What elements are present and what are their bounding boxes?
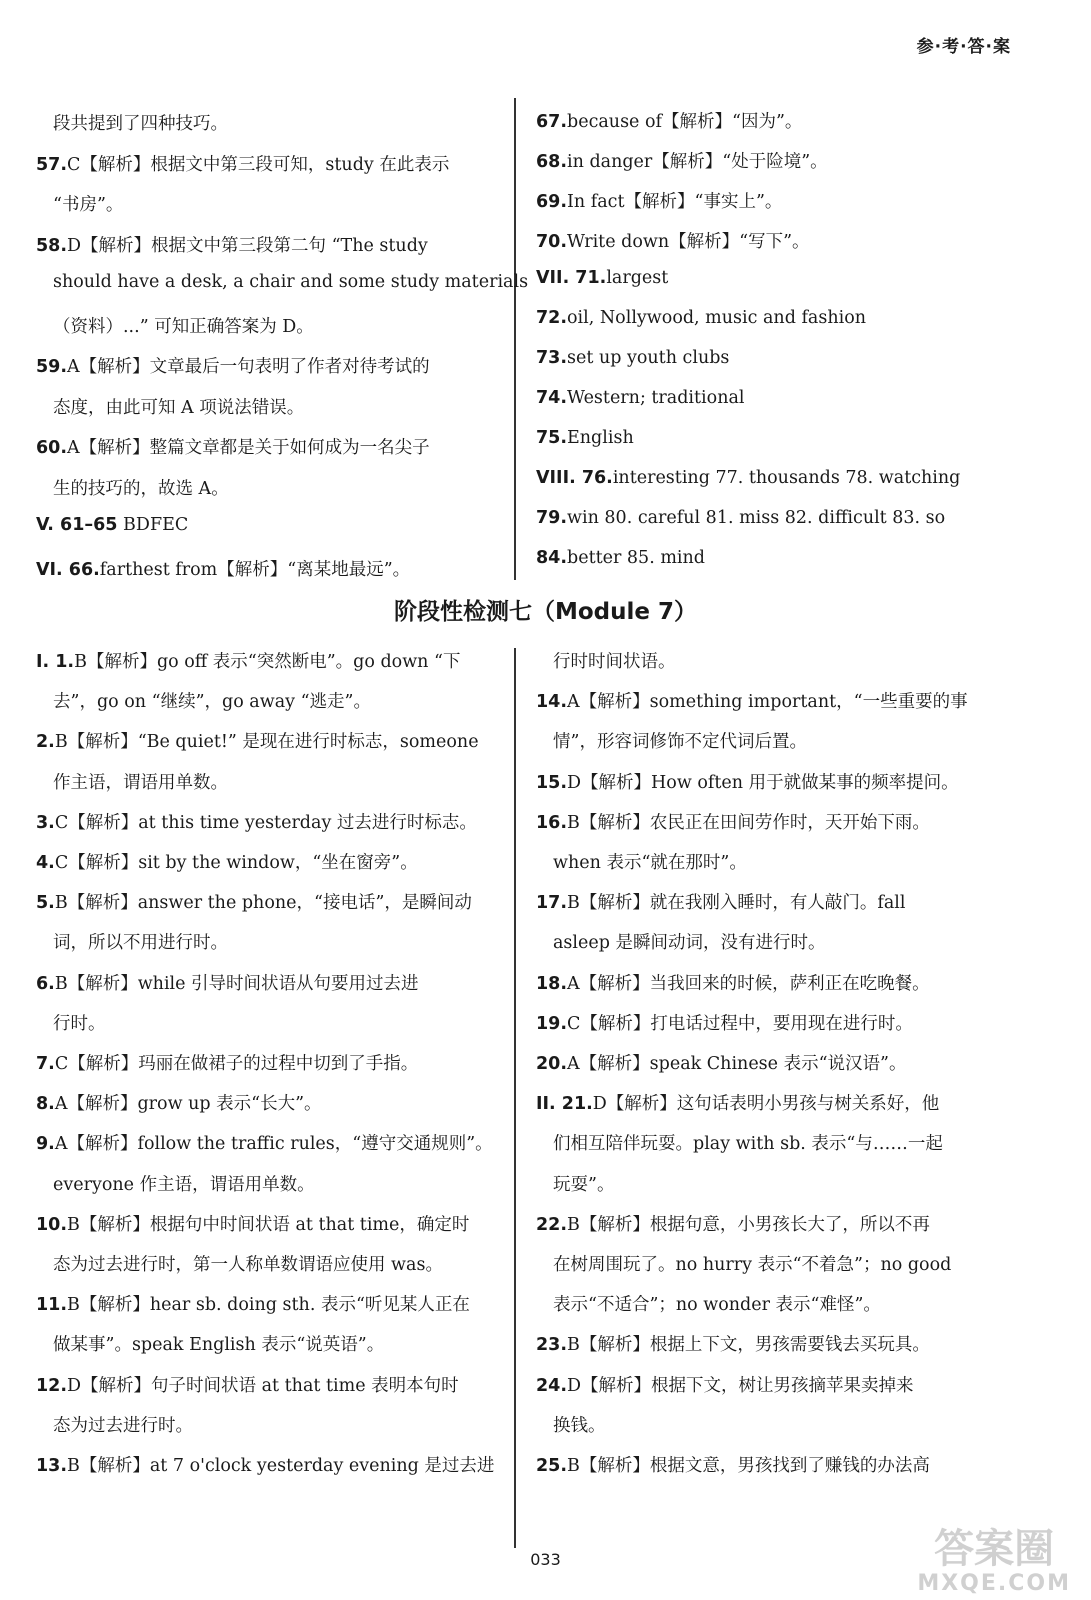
answer-line xyxy=(36,648,460,673)
answer-line xyxy=(36,1211,469,1236)
answer-number: 57. xyxy=(36,154,68,175)
watermark-text: 答案圈 xyxy=(934,1526,1055,1572)
answer-text: 词，所以不用进行时。 xyxy=(53,933,228,954)
answer-text: （资料）...” 可知正确答案为 D。 xyxy=(53,316,314,337)
answer-text: D【解析】How often 用于就做某事的频率提问。 xyxy=(567,772,959,793)
answer-line xyxy=(536,228,810,253)
answer-text: because of【解析】“因为”。 xyxy=(567,112,803,132)
answer-text: D【解析】根据下文，树让男孩摘苹果卖掉来 xyxy=(567,1375,914,1396)
answer-text: win 80. careful 81. miss 82. difficult 83. so xyxy=(567,508,946,528)
answer-text: 表示“不适合”；no wonder 表示“难怪”。 xyxy=(553,1295,881,1316)
answer-line xyxy=(536,548,705,568)
answer-text: 态度，由此可知 A 项说法错误。 xyxy=(53,397,305,418)
answer-text: 玩耍”。 xyxy=(553,1174,615,1195)
answer-text: Western; traditional xyxy=(567,388,745,408)
answer-line xyxy=(536,388,745,408)
answer-text: C【解析】at this time yesterday 过去进行时标志。 xyxy=(54,812,477,833)
answer-number: 73. xyxy=(536,348,568,368)
answer-number: 14. xyxy=(536,692,568,713)
answer-text: 行时。 xyxy=(53,1013,106,1034)
answer-line xyxy=(53,1412,193,1437)
answer-line xyxy=(36,151,449,176)
answer-line xyxy=(36,1372,459,1397)
answer-text: 作主语，谓语用单数。 xyxy=(53,772,228,793)
answer-text: 行时时间状语。 xyxy=(553,652,676,672)
answer-text: 态为过去进行时，第一人称单数谓语应使用 was。 xyxy=(53,1255,443,1275)
answer-number: 19. xyxy=(536,1013,568,1034)
answer-line xyxy=(536,348,729,368)
answer-line xyxy=(553,648,676,673)
answer-text: Write down【解析】“写下”。 xyxy=(567,232,810,252)
answer-line xyxy=(53,272,528,292)
answer-line xyxy=(36,1090,322,1115)
answer-line xyxy=(536,468,960,488)
answer-line xyxy=(553,1171,614,1196)
answer-line xyxy=(553,1251,951,1276)
answer-text: when 表示“就在那时”。 xyxy=(553,853,747,873)
answer-number: VI. 66. xyxy=(36,559,100,580)
answer-line xyxy=(53,769,228,794)
answer-text: English xyxy=(567,428,634,448)
answer-text: B【解析】根据句意，小男孩长大了，所以不再 xyxy=(567,1214,930,1235)
answer-text: 生的技巧的，故选 A。 xyxy=(53,478,229,499)
answer-text: largest xyxy=(606,268,669,288)
answer-line xyxy=(36,556,410,581)
answer-line xyxy=(536,688,968,713)
answer-line xyxy=(53,1251,443,1276)
answer-number: VIII. 76. xyxy=(536,468,613,488)
answer-line xyxy=(536,1331,930,1356)
answer-number: 79. xyxy=(536,508,568,528)
answer-text: B【解析】“Be quiet!” 是现在进行时标志，someone xyxy=(54,732,479,753)
answer-line xyxy=(553,1412,606,1437)
answer-line xyxy=(536,769,959,794)
answer-line xyxy=(536,1372,914,1397)
answer-line xyxy=(536,970,930,995)
answer-line xyxy=(36,970,419,995)
answer-number: 22. xyxy=(536,1214,568,1235)
answer-text: 去”，go on “继续”，go away “逃走”。 xyxy=(53,692,371,713)
answer-line xyxy=(36,1050,418,1075)
answer-number: 15. xyxy=(536,772,568,793)
answer-text: B【解析】while 引导时间状语从句要用过去进 xyxy=(54,973,419,994)
answer-number: 25. xyxy=(536,1456,568,1476)
answer-text: B【解析】根据文意，男孩找到了赚钱的办法高 xyxy=(567,1456,930,1476)
answer-line xyxy=(536,148,828,173)
answer-number: VII. 71. xyxy=(536,268,607,288)
answer-number: 59. xyxy=(36,357,68,377)
answer-text: asleep 是瞬间动词，没有进行时。 xyxy=(553,933,826,954)
section-title: 阶段性检测七（Module 7） xyxy=(393,599,698,625)
answer-number: 7. xyxy=(36,1054,55,1074)
answer-number: 6. xyxy=(36,973,55,994)
answer-text: A【解析】整篇文章都是关于如何成为一名尖子 xyxy=(67,438,430,458)
answer-line xyxy=(536,508,945,528)
answer-line xyxy=(36,434,430,459)
answer-number: 11. xyxy=(36,1295,68,1316)
answer-number: 5. xyxy=(36,893,55,914)
answer-text: 态为过去进行时。 xyxy=(53,1415,193,1436)
answer-text: D【解析】根据文中第三段第二句 “The study xyxy=(67,235,428,256)
answer-text: A【解析】当我回来的时候，萨利正在吃晚餐。 xyxy=(567,973,930,994)
answer-text: A【解析】something important，“一些重要的事 xyxy=(567,692,968,713)
answer-line xyxy=(53,313,314,338)
answer-line xyxy=(553,849,747,874)
answer-line xyxy=(536,428,634,448)
answer-number: 13. xyxy=(36,1456,68,1476)
answer-line xyxy=(53,1171,315,1196)
answer-line xyxy=(536,268,668,288)
answer-line xyxy=(53,929,228,954)
answer-number: 3. xyxy=(36,812,55,833)
answer-line xyxy=(53,191,123,216)
answer-text: 情”，形容词修饰不定代词后置。 xyxy=(553,732,807,753)
answer-line xyxy=(36,889,472,914)
answer-number: 68. xyxy=(536,152,568,172)
answer-line xyxy=(553,1130,943,1155)
answer-line xyxy=(36,728,479,753)
answer-line xyxy=(553,1291,881,1316)
answer-line xyxy=(536,1050,906,1075)
answer-number: 10. xyxy=(36,1214,68,1235)
answer-number: II. 21. xyxy=(536,1094,593,1115)
answer-line xyxy=(536,889,905,914)
answer-line xyxy=(53,394,304,419)
answer-text: B【解析】根据句中时间状语 at that time，确定时 xyxy=(67,1214,470,1235)
answer-text: should have a desk, a chair and some study materials xyxy=(53,272,529,292)
answer-line xyxy=(53,475,229,500)
answer-text: 换钱。 xyxy=(553,1415,606,1436)
answer-line xyxy=(536,1010,913,1035)
answer-number: 67. xyxy=(536,112,568,132)
answer-text: B【解析】go off 表示“突然断电”。go down “下 xyxy=(74,652,461,672)
answer-text: interesting 77. thousands 78. watching xyxy=(612,468,961,488)
answer-line xyxy=(53,688,371,713)
answer-number: 17. xyxy=(536,893,568,914)
answer-number: 12. xyxy=(36,1375,68,1396)
answer-number: 4. xyxy=(36,853,55,873)
answer-number: 69. xyxy=(536,192,568,212)
answer-text: in danger【解析】“处于险境”。 xyxy=(567,152,828,172)
page-number: 033 xyxy=(530,1550,561,1569)
answer-text: B【解析】就在我刚入睡时，有人敲门。fall xyxy=(567,893,906,914)
answer-line xyxy=(36,849,418,874)
answer-text: oil, Nollywood, music and fashion xyxy=(567,308,867,328)
answer-number: V. 61–65 xyxy=(36,515,118,535)
answer-text: 做某事”。speak English 表示“说英语”。 xyxy=(53,1335,385,1356)
answer-text: “书房”。 xyxy=(53,195,124,215)
answer-text: B【解析】answer the phone，“接电话”，是瞬间动 xyxy=(54,893,472,914)
answer-number: 70. xyxy=(536,232,568,252)
answer-number: 58. xyxy=(36,235,68,256)
answer-line xyxy=(536,308,866,328)
column-divider-top xyxy=(514,98,516,580)
answer-line xyxy=(36,1130,493,1155)
column-divider-bottom xyxy=(514,648,516,1548)
answer-text: B【解析】hear sb. doing sth. 表示“听见某人正在 xyxy=(67,1295,470,1316)
answer-line xyxy=(553,929,826,954)
answer-text: everyone 作主语，谓语用单数。 xyxy=(53,1174,315,1195)
answer-number: 8. xyxy=(36,1094,55,1115)
answer-text: In fact【解析】“事实上”。 xyxy=(567,192,783,212)
answer-text: A【解析】文章最后一句表明了作者对待考试的 xyxy=(67,357,430,377)
answer-text: A【解析】grow up 表示“长大”。 xyxy=(54,1094,322,1115)
answer-text: D【解析】句子时间状语 at that time 表明本句时 xyxy=(67,1375,459,1396)
answer-text: better 85. mind xyxy=(567,548,705,568)
answer-line xyxy=(536,1090,939,1115)
answer-line xyxy=(36,1291,470,1316)
answer-line xyxy=(36,809,477,834)
answer-number: 75. xyxy=(536,428,568,448)
answer-line xyxy=(536,809,930,834)
answer-text: 们相互陪伴玩耍。play with sb. 表示“与……一起 xyxy=(553,1134,943,1155)
answer-number: 24. xyxy=(536,1375,568,1396)
answer-text: A【解析】follow the traffic rules，“遵守交通规则”。 xyxy=(54,1134,493,1155)
answer-text: B【解析】at 7 o'clock yesterday evening 是过去进 xyxy=(67,1456,495,1476)
answer-line xyxy=(53,1331,384,1356)
answer-text: C【解析】根据文中第三段可知，study 在此表示 xyxy=(67,154,450,175)
answer-text: C【解析】玛丽在做裙子的过程中切到了手指。 xyxy=(54,1054,419,1074)
answer-text: 段共提到了四种技巧。 xyxy=(53,114,228,134)
watermark-logo xyxy=(917,1527,1071,1596)
answer-text: farthest from【解析】“离某地最远”。 xyxy=(99,559,411,580)
answer-text: C【解析】打电话过程中，要用现在进行时。 xyxy=(567,1013,913,1034)
answer-text: 在树周围玩了。no hurry 表示“不着急”；no good xyxy=(553,1255,952,1275)
answer-number: 9. xyxy=(36,1134,55,1155)
answer-text: C【解析】sit by the window，“坐在窗旁”。 xyxy=(54,853,418,873)
answer-number: I. 1. xyxy=(36,652,75,672)
answer-text: BDFEC xyxy=(117,515,189,535)
answer-line xyxy=(536,108,802,133)
answer-number: 20. xyxy=(536,1054,568,1074)
answer-line xyxy=(36,515,188,535)
answer-number: 16. xyxy=(536,812,568,833)
answer-line xyxy=(36,353,430,378)
answer-line xyxy=(536,1452,930,1477)
answer-number: 18. xyxy=(536,973,568,994)
answer-text: set up youth clubs xyxy=(567,348,730,368)
answer-text: B【解析】根据上下文，男孩需要钱去买玩具。 xyxy=(567,1335,930,1356)
answer-text: B【解析】农民正在田间劳作时，天开始下雨。 xyxy=(567,812,930,833)
answer-number: 84. xyxy=(536,548,568,568)
answer-number: 72. xyxy=(536,308,568,328)
answer-line xyxy=(53,110,228,135)
answer-number: 60. xyxy=(36,438,68,458)
answer-line xyxy=(53,1010,106,1035)
answer-number: 23. xyxy=(536,1335,568,1356)
answer-line xyxy=(553,728,807,753)
answer-number: 74. xyxy=(536,388,568,408)
answer-number: 2. xyxy=(36,732,55,753)
answer-text: D【解析】这句话表明小男孩与树关系好，他 xyxy=(592,1094,940,1115)
running-header: 参·考·答·案 xyxy=(916,37,1011,57)
answer-line xyxy=(536,188,782,213)
answer-text: A【解析】speak Chinese 表示“说汉语”。 xyxy=(567,1054,907,1074)
answer-line xyxy=(36,232,428,257)
watermark-url: MXQE.COM xyxy=(917,1571,1071,1596)
answer-line xyxy=(536,1211,930,1236)
answer-line xyxy=(36,1452,494,1477)
